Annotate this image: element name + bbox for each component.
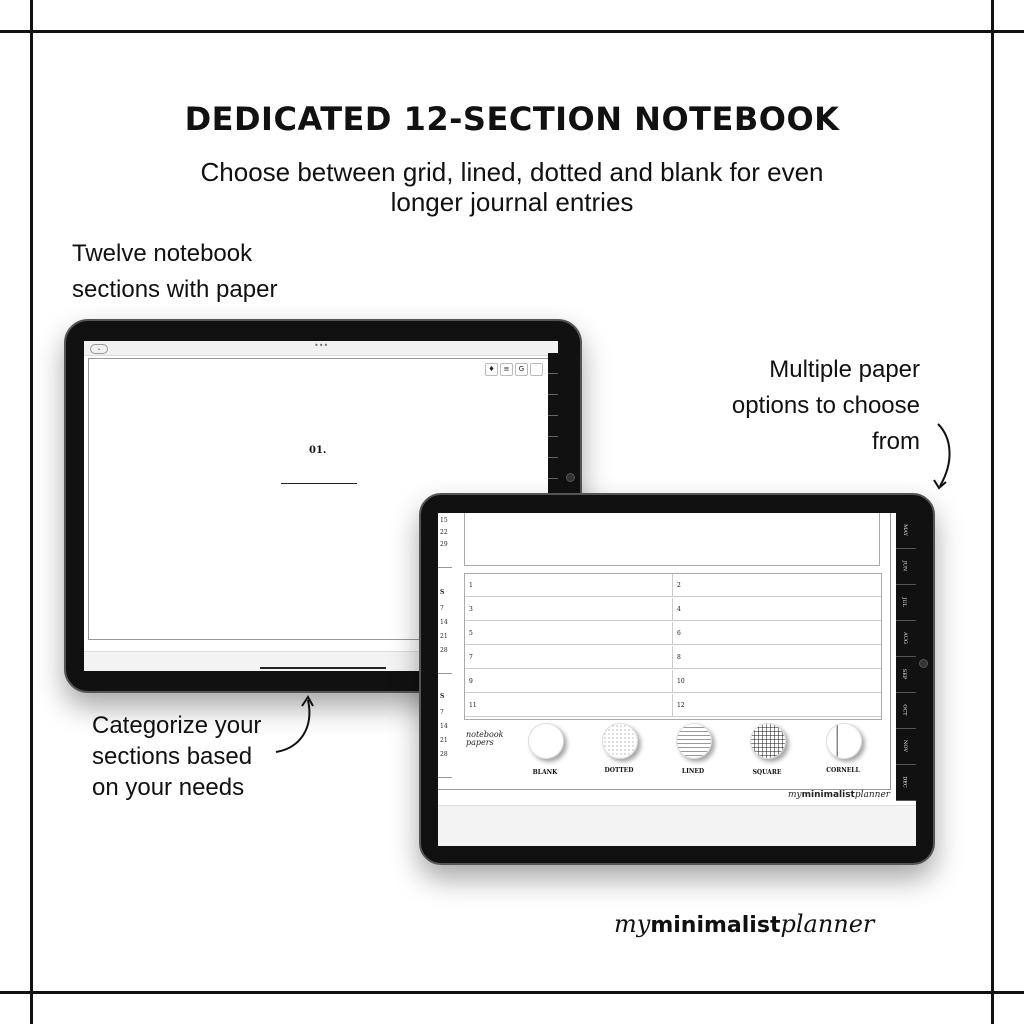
callout-paper-options [640,352,920,460]
day-number: 14 [440,723,448,730]
arrow-up-icon [272,692,322,758]
section-cell[interactable]: 1 [465,574,673,597]
section-divider [281,483,357,484]
brand-logo [614,910,874,938]
month-tab[interactable] [896,621,916,657]
month-tab[interactable] [896,585,916,621]
day-number: 21 [440,737,448,744]
paper-option-square[interactable] [746,723,786,776]
section-tab[interactable] [548,353,558,374]
section-tab[interactable] [548,416,558,437]
day-number: 28 [440,647,448,654]
month-tab[interactable] [896,657,916,693]
more-dots-icon[interactable]: ••• [314,341,329,350]
note-icon[interactable]: ≡ [500,363,513,376]
day-number: 28 [440,751,448,758]
paper-option-lined[interactable] [672,723,712,775]
month-tab[interactable] [896,549,916,585]
brand-part: minimalist [650,913,781,938]
paper-dotted-preview [602,723,638,759]
paper-name: DOTTED [604,767,634,774]
section-tabs [548,353,558,493]
section-tab[interactable] [548,458,558,479]
callout-line: Multiple paper [769,356,920,383]
paper-cornell-preview [826,723,862,759]
page-title: DEDICATED 12-SECTION NOTEBOOK [184,100,840,138]
tablet-screen [438,513,916,846]
subtitle-line-2: longer journal entries [390,187,634,217]
month-tab-label: NOV [902,740,908,752]
paper-lined-preview [676,723,712,759]
day-number: 29 [440,541,448,548]
section-cell[interactable]: 7 [465,646,673,669]
paper-name: BLANK [532,769,558,776]
mic-icon[interactable]: ♦ [485,363,498,376]
notebook-papers-label: notebook papers [466,730,504,747]
brand-part: my [614,910,651,938]
section-cell[interactable]: 9 [465,670,673,693]
tablet-paper-options [419,493,935,865]
camera-dot [566,473,575,482]
paper-name: SQUARE [752,769,782,776]
callout-line: Twelve notebook [72,240,253,267]
paper-option-cornell[interactable] [822,723,862,774]
frame-bottom-line [0,991,1024,994]
callout-line: options to choose [731,392,920,419]
month-tab-label: OCT [901,704,908,716]
brand-part: my [788,790,802,800]
section-cell[interactable]: 6 [673,622,881,645]
section-cell[interactable]: 4 [673,598,881,621]
callout-twelve-sections [72,236,277,308]
day-number: 21 [440,633,448,640]
paper-name: CORNELL [826,767,860,774]
day-number: 14 [440,619,448,626]
notes-box [464,513,880,566]
section-cell[interactable]: 5 [465,622,673,645]
day-number: 15 [440,517,448,524]
day-number: S [440,589,445,596]
camera-dot [919,659,928,668]
section-grid [464,573,882,720]
callout-line: sections based [92,743,253,770]
callout-line: on your needs [92,774,245,801]
section-cell[interactable]: 8 [673,646,881,669]
apple-icon[interactable] [530,363,543,376]
month-tab[interactable] [896,765,916,801]
paper-option-blank[interactable] [524,723,564,776]
home-indicator[interactable] [260,667,386,669]
section-tab[interactable] [548,374,558,395]
month-tab[interactable] [896,729,916,765]
paper-square-preview [750,723,786,759]
paper-blank-preview [528,723,564,759]
month-tabs [896,513,916,803]
day-number: 22 [440,529,448,536]
planner-brand-small [788,790,890,800]
section-tab[interactable] [548,395,558,416]
google-icon[interactable]: G [515,363,528,376]
day-number: 7 [440,709,444,716]
chevron-down-icon[interactable]: ⌄ [90,344,108,354]
day-number: 7 [440,605,444,612]
day-number: S [440,693,445,700]
app-bottom-bar [438,805,916,846]
section-cell[interactable]: 10 [673,670,881,693]
month-tab[interactable] [896,513,916,549]
section-cell[interactable]: 12 [673,694,881,717]
frame-left-line [30,0,33,1024]
frame-top-line [0,30,1024,33]
callout-line: sections with paper [72,276,278,303]
subtitle-line-1: Choose between grid, lined, dotted and blank for even [200,157,824,187]
callout-categorize [92,710,261,803]
section-tab[interactable] [548,437,558,458]
month-tab-label: SEP [901,668,908,680]
section-cell[interactable]: 2 [673,574,881,597]
month-tab-label: AUG [901,632,908,644]
section-cell[interactable]: 3 [465,598,673,621]
callout-line: Categorize your [92,712,262,739]
month-tab-label: MAY [901,524,908,536]
callout-line: from [872,428,920,455]
month-tab[interactable] [896,693,916,729]
section-cell[interactable]: 11 [465,694,673,717]
month-tab-label: JUL [900,597,907,607]
paper-name: LINED [681,768,705,775]
brand-part: planner [854,790,891,800]
page-subtitle [140,157,884,217]
arrow-right-icon [920,420,960,500]
section-number: 01. [309,445,327,456]
month-tab-label: DEC [901,776,908,788]
app-top-bar [84,341,558,356]
brand-part: planner [780,910,875,938]
frame-right-line [991,0,994,1024]
paper-option-dotted[interactable] [598,723,638,774]
month-tab-label: JUN [901,560,908,572]
brand-part: minimalist [801,790,855,800]
